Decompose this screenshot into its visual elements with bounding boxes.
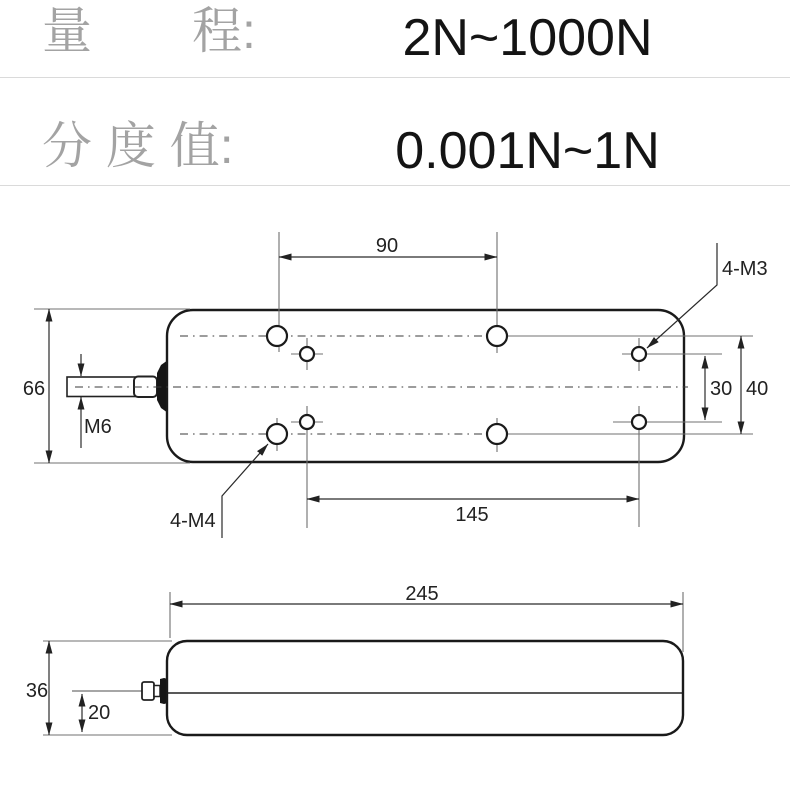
hole-m3-bottom-left bbox=[300, 415, 314, 429]
dimension-label-36: 36 bbox=[25, 680, 49, 702]
side-view-drawing bbox=[26, 583, 683, 735]
spec-value-range: 2N~1000N bbox=[402, 9, 653, 67]
dimension-label-m6: M6 bbox=[84, 416, 112, 438]
dimension-145 bbox=[307, 499, 639, 526]
side-rod-nut bbox=[142, 682, 154, 700]
dimension-label-30: 30 bbox=[710, 378, 733, 400]
leader-4m3 bbox=[647, 243, 768, 348]
hole-m4-bottom-left bbox=[267, 424, 287, 444]
hole-m3-top-right bbox=[632, 347, 646, 361]
hole-m4-bottom-right bbox=[487, 424, 507, 444]
spec-value-division: 0.001N~1N bbox=[395, 122, 660, 180]
dimension-label-40: 40 bbox=[746, 378, 769, 400]
dimension-label-90: 90 bbox=[375, 235, 399, 257]
side-rod-neck bbox=[154, 686, 160, 697]
body-outline-top-view bbox=[167, 310, 684, 462]
hole-m3-bottom-right bbox=[632, 415, 646, 429]
hole-m4-top-left bbox=[267, 326, 287, 346]
dimension-40 bbox=[741, 336, 768, 434]
dimension-20 bbox=[82, 694, 110, 732]
hole-m3-top-left bbox=[300, 347, 314, 361]
dimension-label-66: 66 bbox=[22, 378, 46, 400]
dimension-m6 bbox=[81, 354, 112, 448]
label-4m4: 4-M4 bbox=[170, 510, 216, 532]
top-view-drawing bbox=[23, 232, 768, 538]
spec-label-range: 量 程: bbox=[42, 3, 256, 59]
dimension-30 bbox=[705, 356, 732, 420]
dimension-label-145: 145 bbox=[455, 504, 489, 526]
dimension-90 bbox=[279, 235, 497, 257]
dimension-label-20: 20 bbox=[88, 702, 111, 724]
spec-label-division: 分 度 值: bbox=[42, 118, 234, 174]
hole-m4-top-right bbox=[487, 326, 507, 346]
label-4m3: 4-M3 bbox=[722, 258, 768, 280]
body-outline-side-view bbox=[167, 641, 683, 735]
dimension-label-245: 245 bbox=[405, 583, 439, 605]
